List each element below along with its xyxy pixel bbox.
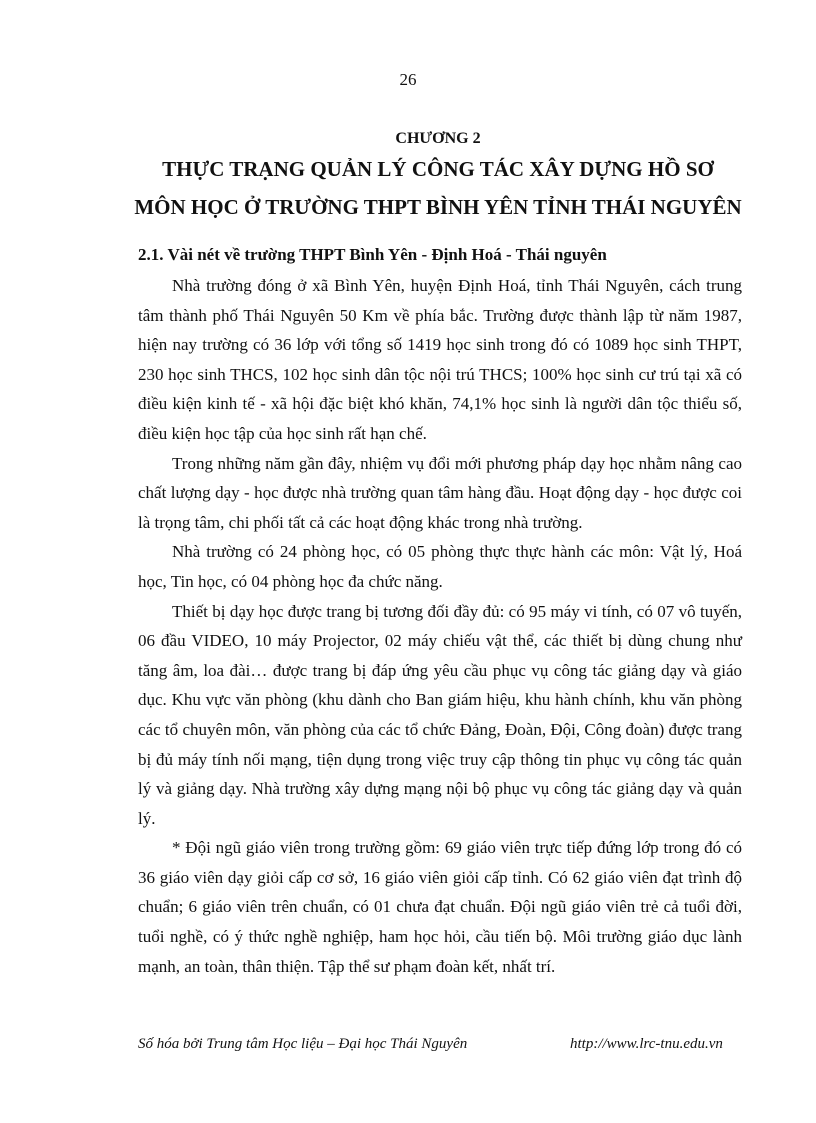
paragraph: Nhà trường có 24 phòng học, có 05 phòng thực thực hành các môn: Vật lý, Hoá học, Tin học, có 04 phòng học đa chức năng. [138,542,742,591]
page-number: 26 [399,70,417,89]
paragraph: Trong những năm gần đây, nhiệm vụ đổi mới phương pháp dạy học nhằm nâng cao chất lượng dạy - học được nhà trường quan tâm hàng đầu. Hoạt động dạy - học được coi là trọng tâm, chi phối tất cả các hoạt động khác trong nhà trường. [138,453,742,532]
footer-url[interactable]: http://www.lrc-tnu.edu.vn [570,1036,723,1052]
paragraph: Nhà trường đóng ở xã Bình Yên, huyện Định Hoá, tỉnh Thái Nguyên, cách trung tâm thành phố Thái Nguyên 50 Km về phía bắc. Trường được thành lập từ năm 1987, hiện nay trường có 36 lớp với tổng số 1419 học sinh trong đó có 1089 học sinh THPT, 230 học sinh THCS, 102 học sinh dân tộc nội trú THCS; 100% học sinh cư trú tại xã có điều kiện kinh tế - xã hội đặc biệt khó khăn, 74,1% học sinh là người dân tộc thiểu số, điều kiện học tập của học sinh rất hạn chế. [138,276,742,443]
chapter-title-line-2: MÔN HỌC Ở TRƯỜNG THPT BÌNH YÊN TỈNH THÁI NGUYÊN [134,195,742,219]
body-text [138,271,742,981]
paragraph: Thiết bị dạy học được trang bị tương đối đầy đủ: có 95 máy vi tính, có 07 vô tuyến, 06 đầu VIDEO, 10 máy Projector, 02 máy chiếu vật thể, các thiết bị dùng chung như tăng âm, loa đài… được trang bị đáp ứng yêu cầu phục vụ công tác giảng dạy và giáo dục. Khu vực văn phòng (khu dành cho Ban giám hiệu, khu hành chính, khu văn phòng các tổ chuyên môn, văn phòng của các tổ chức Đảng, Đoàn, Đội, Công đoàn) được trang bị đủ máy tính nối mạng, tiện dụng trong việc truy cập thông tin phục vụ công tác quản lý và giảng dạy. Nhà trường xây dựng mạng nội bộ phục vụ công tác giảng dạy và quản lý. [138,601,742,828]
chapter-label: CHƯƠNG 2 [395,130,481,147]
paragraph: * Đội ngũ giáo viên trong trường gồm: 69 giáo viên trực tiếp đứng lớp trong đó có 36 giáo viên dạy giỏi cấp cơ sở, 16 giáo viên giỏi cấp tỉnh. Có 62 giáo viên đạt trình độ chuẩn; 6 giáo viên trên chuẩn, có 01 chưa đạt chuẩn. Đội ngũ giáo viên trẻ cả tuổi đời, tuổi nghề, có ý thức nghề nghiệp, ham học hỏi, cầu tiến bộ. Môi trường giáo dục lành mạnh, an toàn, thân thiện. Tập thể sư phạm đoàn kết, nhất trí. [138,838,742,976]
chapter-title-line-1: THỰC TRẠNG QUẢN LÝ CÔNG TÁC XÂY DỰNG HỒ SƠ [162,157,714,181]
footer-credit: Số hóa bởi Trung tâm Học liệu – Đại học Thái Nguyên [138,1036,468,1052]
section-heading: 2.1. Vài nét về trường THPT Bình Yên - Định Hoá - Thái nguyên [138,245,607,264]
